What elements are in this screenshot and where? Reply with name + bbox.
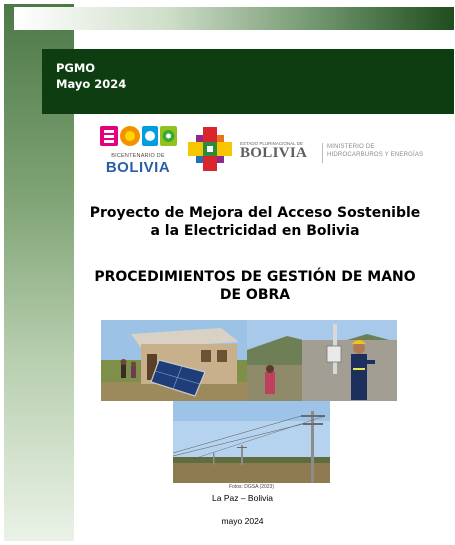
photo-credit: Fotos: DGSA (2023) (228, 484, 275, 490)
document-subtitle (74, 268, 436, 304)
bicentenario-logo (98, 125, 178, 177)
project-title-line1: Proyecto de Mejora del Acceso Sostenible (89, 205, 421, 221)
bicentenario-small-text: BICENTENARIO DE (111, 153, 165, 159)
document-subtitle-line2: DE OBRA (219, 287, 291, 303)
document-date: Mayo 2024 (56, 77, 127, 91)
solar-panel-photo (101, 320, 247, 401)
chakana-cross-icon (188, 127, 232, 171)
estado-name-text: BOLIVIA (240, 145, 308, 161)
worker-meter-photo (247, 320, 397, 401)
ministerio-line1: MINISTERIO DE (327, 144, 375, 150)
power-lines-photo (173, 401, 330, 483)
ministerio-line2: HIDROCARBUROS Y ENERGÍAS (327, 152, 424, 158)
document-subtitle-line1: PROCEDIMIENTOS DE GESTIÓN DE MANO (94, 269, 416, 285)
project-title (74, 204, 436, 240)
bicentenario-symbols-icon (98, 125, 178, 147)
header-box (42, 49, 454, 114)
document-code: PGMO (56, 61, 96, 75)
footer-place: La Paz – Bolivia (212, 493, 273, 503)
estado-sub-text: ESTADO PLURINACIONAL DE (240, 141, 304, 146)
ministerio-logo (322, 143, 432, 163)
top-gradient-bar (14, 7, 454, 30)
bicentenario-big-text: BOLIVIA (105, 159, 171, 176)
footer-date: mayo 2024 (221, 516, 264, 526)
project-title-line2: a la Electricidad en Bolivia (150, 223, 360, 239)
estado-plurinacional-logo (188, 127, 318, 175)
